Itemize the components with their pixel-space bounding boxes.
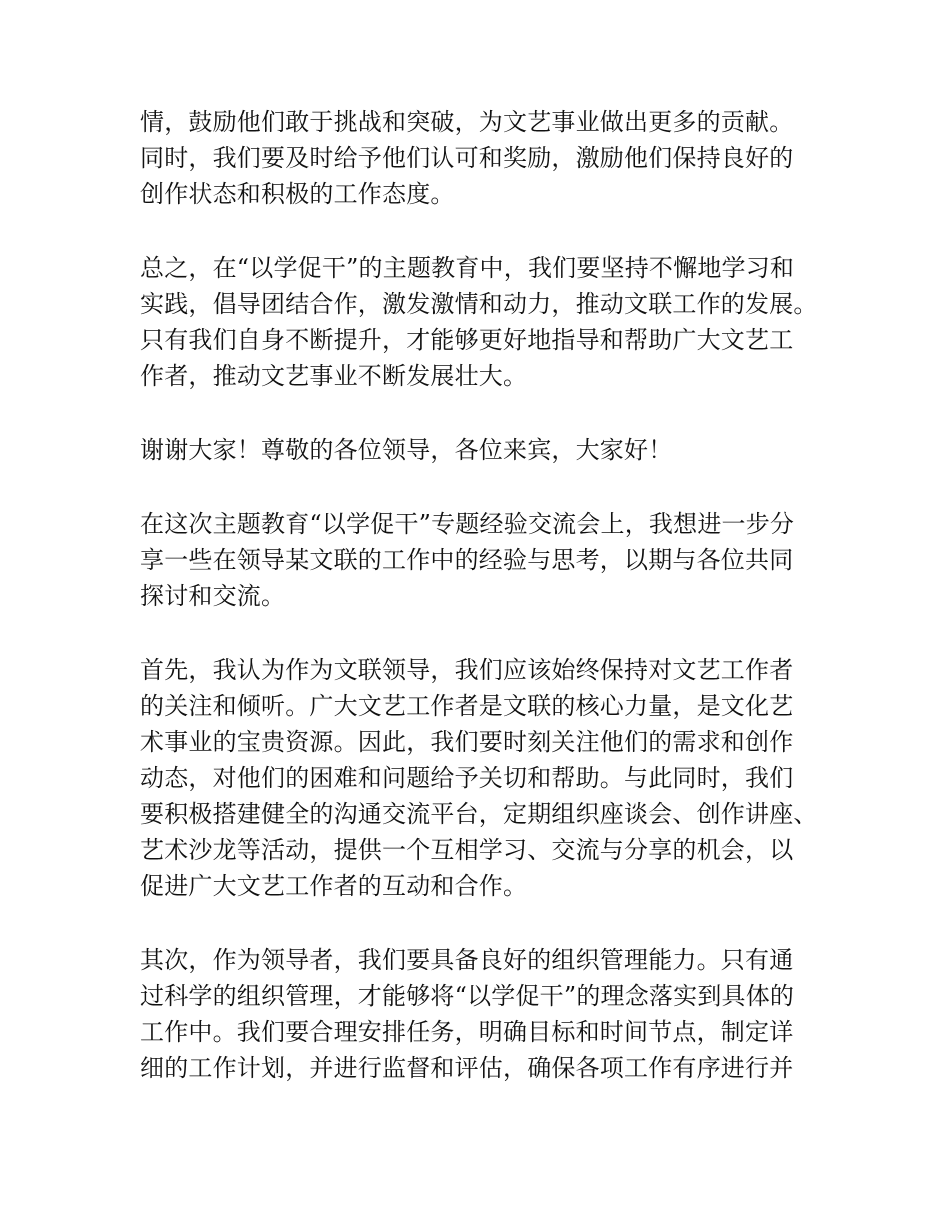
text-line: 细的工作计划，并进行监督和评估，确保各项工作有序进行并 xyxy=(140,1054,794,1082)
text-line: 促进广大文艺工作者的互动和合作。 xyxy=(140,872,528,900)
paragraph-second-point xyxy=(140,942,820,1086)
text-line: 首先，我认为作为文联领导，我们应该始终保持对文艺工作者 xyxy=(140,656,794,684)
text-line: 实践，倡导团结合作，激发激情和动力，推动文联工作的发展。 xyxy=(140,290,818,318)
paragraph-first-point xyxy=(140,652,820,904)
text-line: 谢谢大家！尊敬的各位领导，各位来宾，大家好！ xyxy=(140,436,673,464)
text-line: 作者，推动文艺事业不断发展壮大。 xyxy=(140,362,528,390)
text-line: 情，鼓励他们敢于挑战和突破，为文艺事业做出更多的贡献。 xyxy=(140,108,794,136)
text-line: 的关注和倾听。广大文艺工作者是文联的核心力量，是文化艺 xyxy=(140,692,794,720)
text-line: 创作状态和积极的工作态度。 xyxy=(140,180,455,208)
paragraph-conclusion xyxy=(140,250,820,394)
paragraph-encouragement xyxy=(140,104,820,212)
text-line: 享一些在领导某文联的工作中的经验与思考，以期与各位共同 xyxy=(140,546,794,574)
text-line: 工作中。我们要合理安排任务，明确目标和时间节点，制定详 xyxy=(140,1018,794,1046)
text-line: 动态，对他们的困难和问题给予关切和帮助。与此同时，我们 xyxy=(140,764,794,792)
paragraph-introduction xyxy=(140,506,820,614)
text-line: 探讨和交流。 xyxy=(140,582,286,610)
text-line: 艺术沙龙等活动，提供一个互相学习、交流与分享的机会，以 xyxy=(140,836,794,864)
text-line: 只有我们自身不断提升，才能够更好地指导和帮助广大文艺工 xyxy=(140,326,794,354)
text-line: 术事业的宝贵资源。因此，我们要时刻关注他们的需求和创作 xyxy=(140,728,794,756)
text-line: 总之，在“以学促干”的主题教育中，我们要坚持不懈地学习和 xyxy=(140,254,795,282)
text-line: 在这次主题教育“以学促干”专题经验交流会上，我想进一步分 xyxy=(140,510,795,538)
text-line: 同时，我们要及时给予他们认可和奖励，激励他们保持良好的 xyxy=(140,144,794,172)
text-line: 其次，作为领导者，我们要具备良好的组织管理能力。只有通 xyxy=(140,946,794,974)
document-page xyxy=(140,104,820,1124)
text-line: 要积极搭建健全的沟通交流平台，定期组织座谈会、创作讲座、 xyxy=(140,800,818,828)
text-line: 过科学的组织管理，才能够将“以学促干”的理念落实到具体的 xyxy=(140,982,795,1010)
paragraph-greeting xyxy=(140,432,820,468)
